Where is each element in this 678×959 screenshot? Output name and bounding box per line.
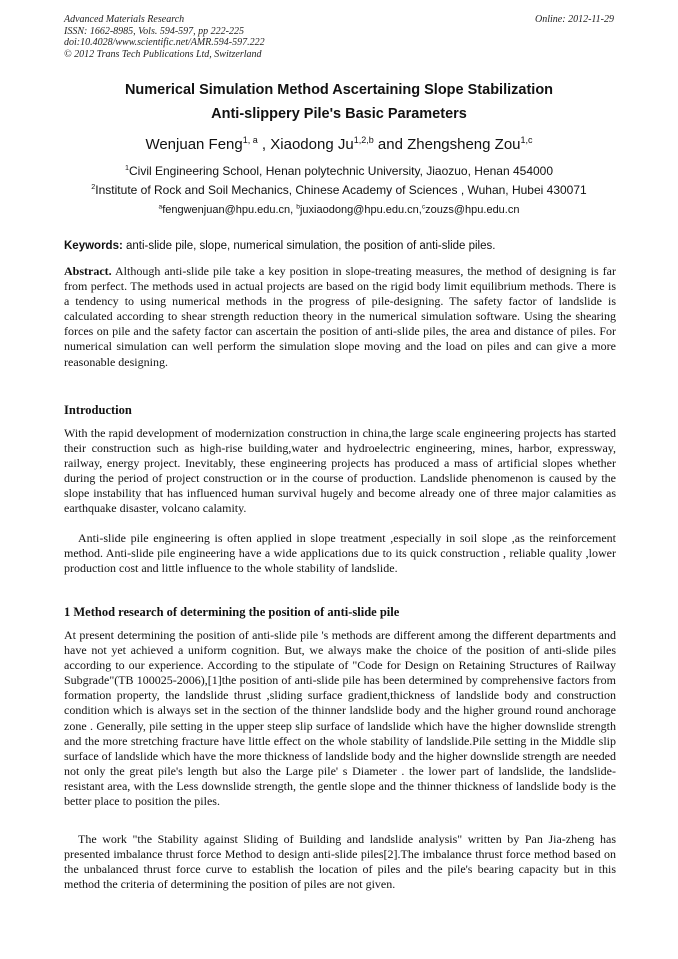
section-1-heading: 1 Method research of determining the position of anti-slide pile xyxy=(64,605,400,619)
author-name: Zhengsheng Zou xyxy=(407,136,521,153)
email-address[interactable]: fengwenjuan@hpu.edu.cn, xyxy=(162,204,297,216)
author-sup: 1,c xyxy=(520,135,533,145)
paper-title-line-1: Numerical Simulation Method Ascertaining Slope Stabilization xyxy=(124,82,554,98)
introduction-paragraph-1: With the rapid development of modernization construction in china,the large scale engineering projects has started their construction such as high-rise building,water and hydroelectric engineering, mines, harbor, expressway, railway, energy project. Inevitably, these engineering projects has produced a mass of artificial slopes whether during the period of project construction or in the course of production. Landslide phenomenon is caused by the slope instability that has influenced human survival hugely and become already one of three major calamities as earthquake disaster, volcano calamity. xyxy=(64,426,616,516)
author-name: Xiaodong Ju xyxy=(270,136,354,153)
email-sup: c xyxy=(421,203,426,211)
keywords-label: Keywords: xyxy=(64,240,123,252)
abstract-label: Abstract. xyxy=(64,264,112,278)
author-list xyxy=(40,136,638,153)
introduction-paragraph-2: Anti-slide pile engineering is often applied in slope treatment ,especially in soil slope ,as the reinforcement method. Anti-slide pile engineering have a wide applications due to its quick construction , reliable quality ,lower production cost and little influence to the whole stability of landslide. xyxy=(64,531,616,576)
author-sup: 1,2,b xyxy=(353,135,374,145)
author-separator: and xyxy=(373,136,408,153)
author-sup: 1, a xyxy=(242,135,258,145)
affiliation-sup: 2 xyxy=(91,182,96,191)
keywords xyxy=(64,240,616,252)
doi: doi:10.4028/www.scientific.net/AMR.594-597.222 xyxy=(64,37,265,48)
section-1-paragraph-1: At present determining the position of anti-slide pile 's methods are different among the different departments and have not yet achieved a uniform cognition. But, we always make the choice of the position of anti-slide piles according to our experience. According to the stipulate of "Code for Design on Retaining Structures of Railway Subgrade"(TB 100025-2006),[1]the position of anti-slide pile has been determined by comprehensive factors from formation property, the landslide thrust ,sliding surface gradient,thickness of landslide body and construction condition which is always set in the section of the thinner landslide body and the higher ground round anchorage zone . Generally, pile setting in the upper steep slip surface of landslide which have the higher downslide strength and the more stretching fracture have little effect on the whole stability of landslide.Pile setting in the Middle slip surface of landslide which have the more thickness of landslide body and the higher downslide strength are needed not only the great pile's length but also the Large pile' s Diameter . the lower part of landslide, the landslide-resistant area, with the Less downslide strength, the gentle slope and the thinner thickness of landslide body is the better place to position the piles. xyxy=(64,628,616,809)
introduction-heading: Introduction xyxy=(64,403,132,417)
affiliation-1 xyxy=(40,164,638,178)
abstract-text: Although anti-slide pile take a key position in slope-treating measures, the method of designing is far from perfect. The methods used in actual projects are based on the rigid body limit equilibrium methods. There is a tendency to using numerical methods in the progress of pile-designing. The safety factor of landslide is calculated according to shear strength reduction theory in the numerical simulation software. Using the shearing forces on pile and the safety factor can ascertain the position of anti-slide piles, the area and distance of piles. For numerical simulation can well perform the simulation slope moving and the load on piles and can give a more reasonable designing. xyxy=(64,264,616,369)
affiliation-text: Institute of Rock and Soil Mechanics, Chinese Academy of Sciences , Wuhan, Hubei 430071 xyxy=(95,183,587,197)
online-date: Online: 2012-11-29 xyxy=(535,14,614,25)
journal-name: Advanced Materials Research xyxy=(64,14,185,25)
issn: ISSN: 1662-8985, Vols. 594-597, pp 222-225 xyxy=(64,25,244,37)
affiliation-sup: 1 xyxy=(124,163,129,172)
abstract xyxy=(64,264,616,370)
email-sup: a xyxy=(158,203,163,211)
paper-title-line-2: Anti-slippery Pile's Basic Parameters xyxy=(211,106,467,122)
author-separator: , xyxy=(257,136,271,153)
journal-header xyxy=(64,14,265,60)
email-sup: b xyxy=(296,203,300,211)
email-address[interactable]: zouzs@hpu.edu.cn xyxy=(425,204,520,216)
section-1-paragraph-2: The work "the Stability against Sliding of Building and landslide analysis" written by Pan Jia-zheng has presented imbalance thrust force Method to design anti-slide piles[2].The imbalance thrust force method based on the unbalanced thrust force curve to establish the location of piles and the pile's bearing capacity but in this method the criteria of determining the position of piles are not given. xyxy=(64,832,616,892)
copyright: © 2012 Trans Tech Publications Ltd, Switzerland xyxy=(64,48,262,60)
keywords-text: anti-slide pile, slope, numerical simulation, the position of anti-slide piles. xyxy=(122,240,496,252)
affiliation-2 xyxy=(40,183,638,197)
author-name: Wenjuan Feng xyxy=(145,136,243,153)
affiliation-text: Civil Engineering School, Henan polytechnic University, Jiaozuo, Henan 454000 xyxy=(128,164,554,178)
email-address[interactable]: juxiaodong@hpu.edu.cn, xyxy=(299,204,422,216)
email-list xyxy=(40,204,638,216)
